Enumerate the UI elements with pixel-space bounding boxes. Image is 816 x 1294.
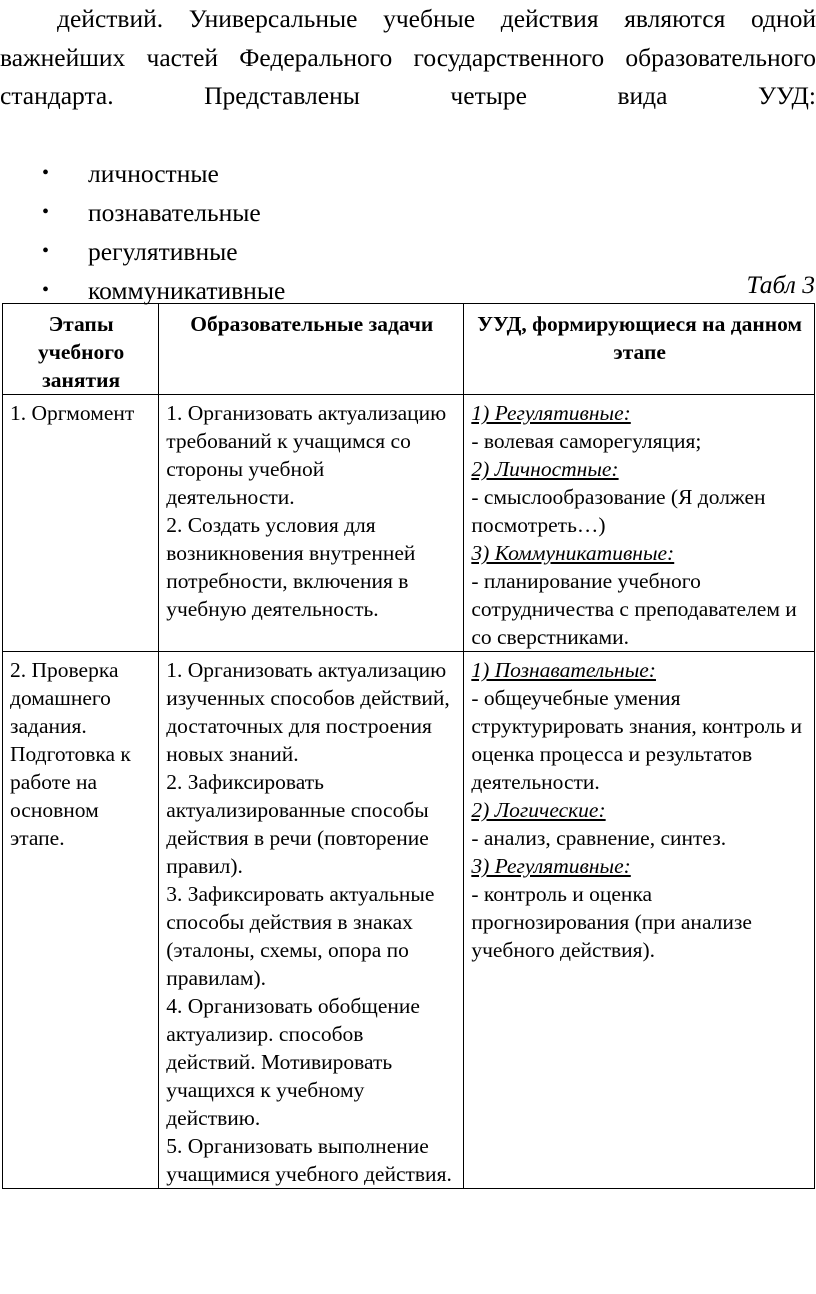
bullet-icon: • <box>42 279 50 301</box>
task-item: 2. Создать условия для возникновения внутренней потребности, включения в учебную деятельность. <box>166 513 416 621</box>
uud-heading: 3) Регулятивные: <box>471 854 631 878</box>
table-caption: Табл 3 <box>746 270 815 299</box>
tasks-cell <box>159 395 464 652</box>
intro-section <box>0 0 816 310</box>
table-row <box>3 395 815 652</box>
uud-cell <box>464 652 815 1189</box>
uud-heading: 2) Личностные: <box>471 457 619 481</box>
tasks-cell <box>159 652 464 1189</box>
list-item: • личностные <box>0 154 816 193</box>
task-item: 1. Организовать актуализацию изученных способов действий, достаточных для построения новых знаний. <box>166 658 450 766</box>
header-tasks: Образовательные задачи <box>159 304 464 395</box>
task-item: 3. Зафиксировать актуальные способы действия в знаках (эталоны, схемы, опора по правилам). <box>166 882 435 990</box>
task-item: 4. Организовать обобщение актуализир. способов действий. Мотивировать учащихся к учебному действию. <box>166 994 420 1130</box>
list-item: • регулятивные <box>0 232 816 271</box>
task-item: 5. Организовать выполнение учащимися учебного действия. <box>166 1134 452 1186</box>
header-uud: УУД, формирующиеся на данном этапе <box>464 304 815 395</box>
intro-paragraph: действий. Универсальные учебные действия являются одной важнейших частей Федерального государственного образовательного стандарта. Представлены четыре вида УУД: <box>0 4 816 110</box>
bullet-icon: • <box>42 240 50 262</box>
uud-text: - анализ, сравнение, синтез. <box>471 826 727 850</box>
uud-heading: 2) Логические: <box>471 798 606 822</box>
uud-text: - волевая саморегуляция; <box>471 429 702 453</box>
header-stages: Этапы учебного занятия <box>3 304 159 395</box>
stage-cell: 2. Проверка домашнего задания. Подготовка к работе на основном этапе. <box>3 652 159 1189</box>
uud-text: - смыслообразование (Я должен посмотреть…) <box>471 485 766 537</box>
uud-heading: 3) Коммуникативные: <box>471 541 675 565</box>
bullet-icon: • <box>42 162 50 184</box>
lesson-stages-table <box>2 303 815 1189</box>
uud-text: - планирование учебного сотрудничества с преподавателем и со сверстниками. <box>471 569 797 649</box>
list-item: • познавательные <box>0 193 816 232</box>
list-item: • коммуникативные <box>0 271 816 310</box>
uud-heading: 1) Познавательные: <box>471 658 656 682</box>
uud-text: - контроль и оценка прогнозирования (при анализе учебного действия). <box>471 882 752 962</box>
uud-text: - общеучебные умения структурировать знания, контроль и оценка процесса и результатов деятельности. <box>471 686 803 794</box>
table-header-row <box>3 304 815 395</box>
uud-heading: 1) Регулятивные: <box>471 401 631 425</box>
stage-cell: 1. Оргмомент <box>3 395 159 652</box>
task-item: 2. Зафиксировать актуализированные способы действия в речи (повторение правил). <box>166 770 429 878</box>
table-row <box>3 652 815 1189</box>
uud-cell <box>464 395 815 652</box>
bullet-icon: • <box>42 201 50 223</box>
task-item: 1. Организовать актуализацию требований к учащимся со стороны учебной деятельности. <box>166 401 447 509</box>
uud-types-list <box>0 154 816 310</box>
